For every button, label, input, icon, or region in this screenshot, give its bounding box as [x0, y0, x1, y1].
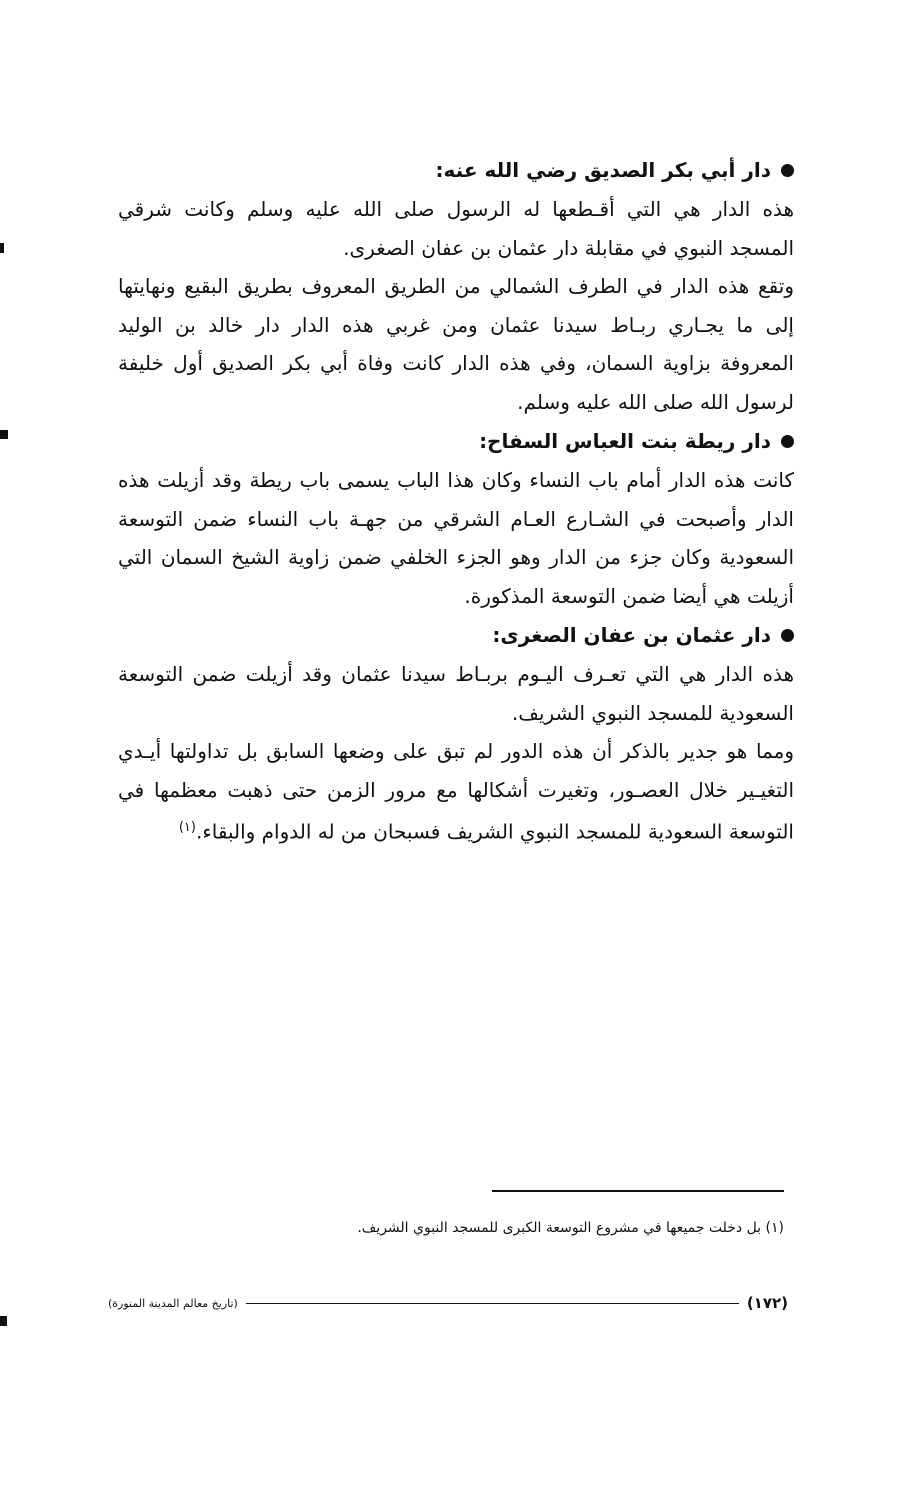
page-footer — [108, 1290, 788, 1316]
section-heading-abu-bakr — [118, 150, 794, 190]
paragraph: وتقع هذه الدار في الطرف الشمالي من الطريق المعروف بطريق البقيع ونهايتها إلى ما يجـاري ربـاط سيدنا عثمان ومن غربي هذه الدار دار خالد بن الوليد المعروفة بزاوية السمان، وفي هذه الدار كانت وفاة أبي بكر الصديق أول خليفة لرسول الله صلى الله عليه وسلم. — [118, 274, 794, 414]
section-heading-text: دار أبي بكر الصديق رضي الله عنه: — [435, 158, 771, 182]
paragraph-with-footnote — [118, 732, 794, 851]
scan-mark — [0, 430, 8, 439]
scan-mark — [0, 1316, 7, 1326]
paragraph-text: ومما هو جدير بالذكر أن هذه الدور لم تبق على وضعها السابق بل تداولتها أيـدي التغيـير خلال العصـور، وتغيرت أشكالها مع مرور الزمن حتى ذهبت معظمها في التوسعة السعودية للمسجد النبوي الشريف فسبحان من له الدوام والبقاء. — [118, 739, 794, 844]
section-heading-text: دار عثمان بن عفان الصغرى: — [492, 623, 771, 647]
main-text — [118, 150, 794, 851]
bullet-icon — [781, 164, 794, 177]
paragraph: هذه الدار هي التي تعـرف اليـوم بربـاط سيدنا عثمان وقد أزيلت ضمن التوسعة السعودية للمسجد النبوي الشريف. — [118, 662, 794, 725]
running-book-title: (تاريخ معالم المدينة المنورة) — [108, 1296, 238, 1310]
bullet-icon — [781, 629, 794, 642]
footnote-divider — [492, 1190, 784, 1192]
scan-mark — [0, 243, 4, 253]
section-heading-uthman — [118, 615, 794, 655]
paragraph: هذه الدار هي التي أقـطعها له الرسول صلى الله عليه وسلم وكانت شرقي المسجد النبوي في مقابلة دار عثمان بن عفان الصغرى. — [118, 197, 794, 260]
page-number: (١٧٢) — [746, 1294, 788, 1312]
section-heading-rayta — [118, 421, 794, 461]
footer-rule — [246, 1303, 739, 1304]
section-heading-text: دار ريطة بنت العباس السفاح: — [479, 429, 771, 453]
bullet-icon — [781, 435, 794, 448]
footnote-reference: (١) — [178, 820, 196, 835]
footnote-text: (١) بل دخلت جميعها في مشروع التوسعة الكبرى للمسجد النبوي الشريف. — [357, 1220, 784, 1236]
paragraph: كانت هذه الدار أمام باب النساء وكان هذا الباب يسمى باب ريطة وقد أزيلت هذه الدار وأصبحت في الشـارع العـام الشرقي من جهـة باب النساء ضمن التوسعة السعودية وكان جزء من الدار وهو الجزء الخلفي ضمن زاوية الشيخ السمان التي أزيلت هي أيضا ضمن التوسعة المذكورة. — [118, 468, 794, 608]
